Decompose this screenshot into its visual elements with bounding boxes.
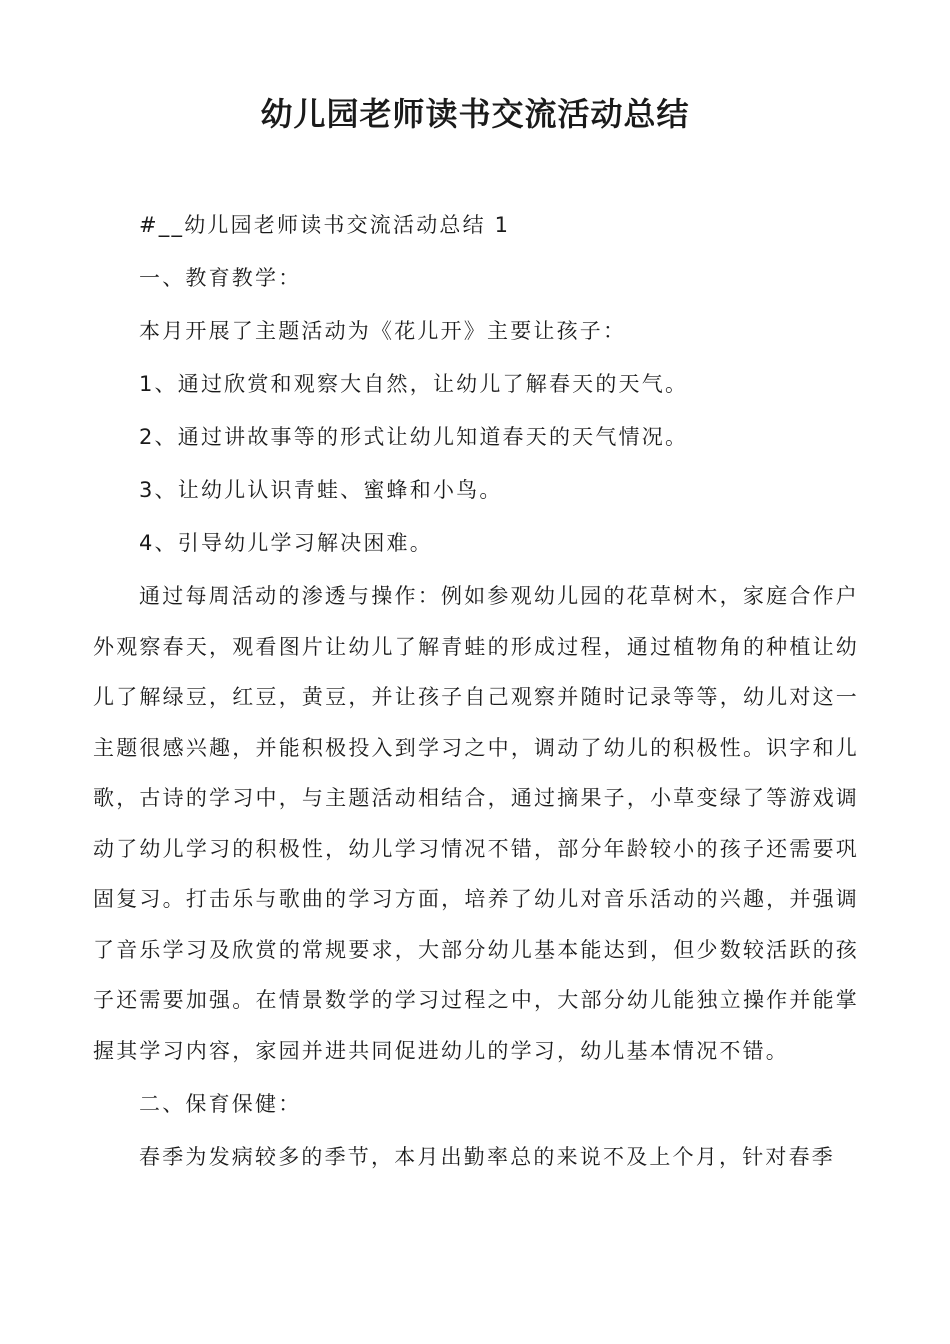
section-heading: #__幼儿园老师读书交流活动总结 1 <box>139 213 511 237</box>
document-body <box>93 200 859 1183</box>
section-title-health: 二、保育保健： <box>139 1092 302 1116</box>
list-item: 3、让幼儿认识青蛙、蜜蜂和小鸟。 <box>139 478 503 502</box>
list-item: 2、通过讲故事等的形式让幼儿知道春天的天气情况。 <box>139 425 689 449</box>
body-paragraph: 通过每周活动的渗透与操作：例如参观幼儿园的花草树木，家庭合作户外观察春天，观看图片让幼儿了解青蛙的形成过程，通过植物角的种植让幼儿了解绿豆，红豆，黄豆，并让孩子自己观察并随时记录等等，幼儿对这一主题很感兴趣，并能积极投入到学习之中，调动了幼儿的积极性。识字和儿歌，古诗的学习中，与主题活动相结合，通过摘果子，小草变绿了等游戏调动了幼儿学习的积极性，幼儿学习情况不错，部分年龄较小的孩子还需要巩固复习。打击乐与歌曲的学习方面，培养了幼儿对音乐活动的兴趣，并强调了音乐学习及欣赏的常规要求，大部分幼儿基本能达到，但少数较活跃的孩子还需要加强。在情景数学的学习过程之中，大部分幼儿能独立操作并能掌握其学习内容，家园并进共同促进幼儿的学习，幼儿基本情况不错。 <box>93 584 859 1063</box>
intro-line: 本月开展了主题活动为《花儿开》主要让孩子： <box>139 319 627 343</box>
document-title: 幼儿园老师读书交流活动总结 <box>260 95 690 133</box>
list-item: 4、引导幼儿学习解决困难。 <box>139 531 433 555</box>
section-title-teaching: 一、教育教学： <box>139 266 302 290</box>
body-paragraph: 春季为发病较多的季节，本月出勤率总的来说不及上个月，针对春季 <box>139 1145 835 1169</box>
list-item: 1、通过欣赏和观察大自然，让幼儿了解春天的天气。 <box>139 372 689 396</box>
